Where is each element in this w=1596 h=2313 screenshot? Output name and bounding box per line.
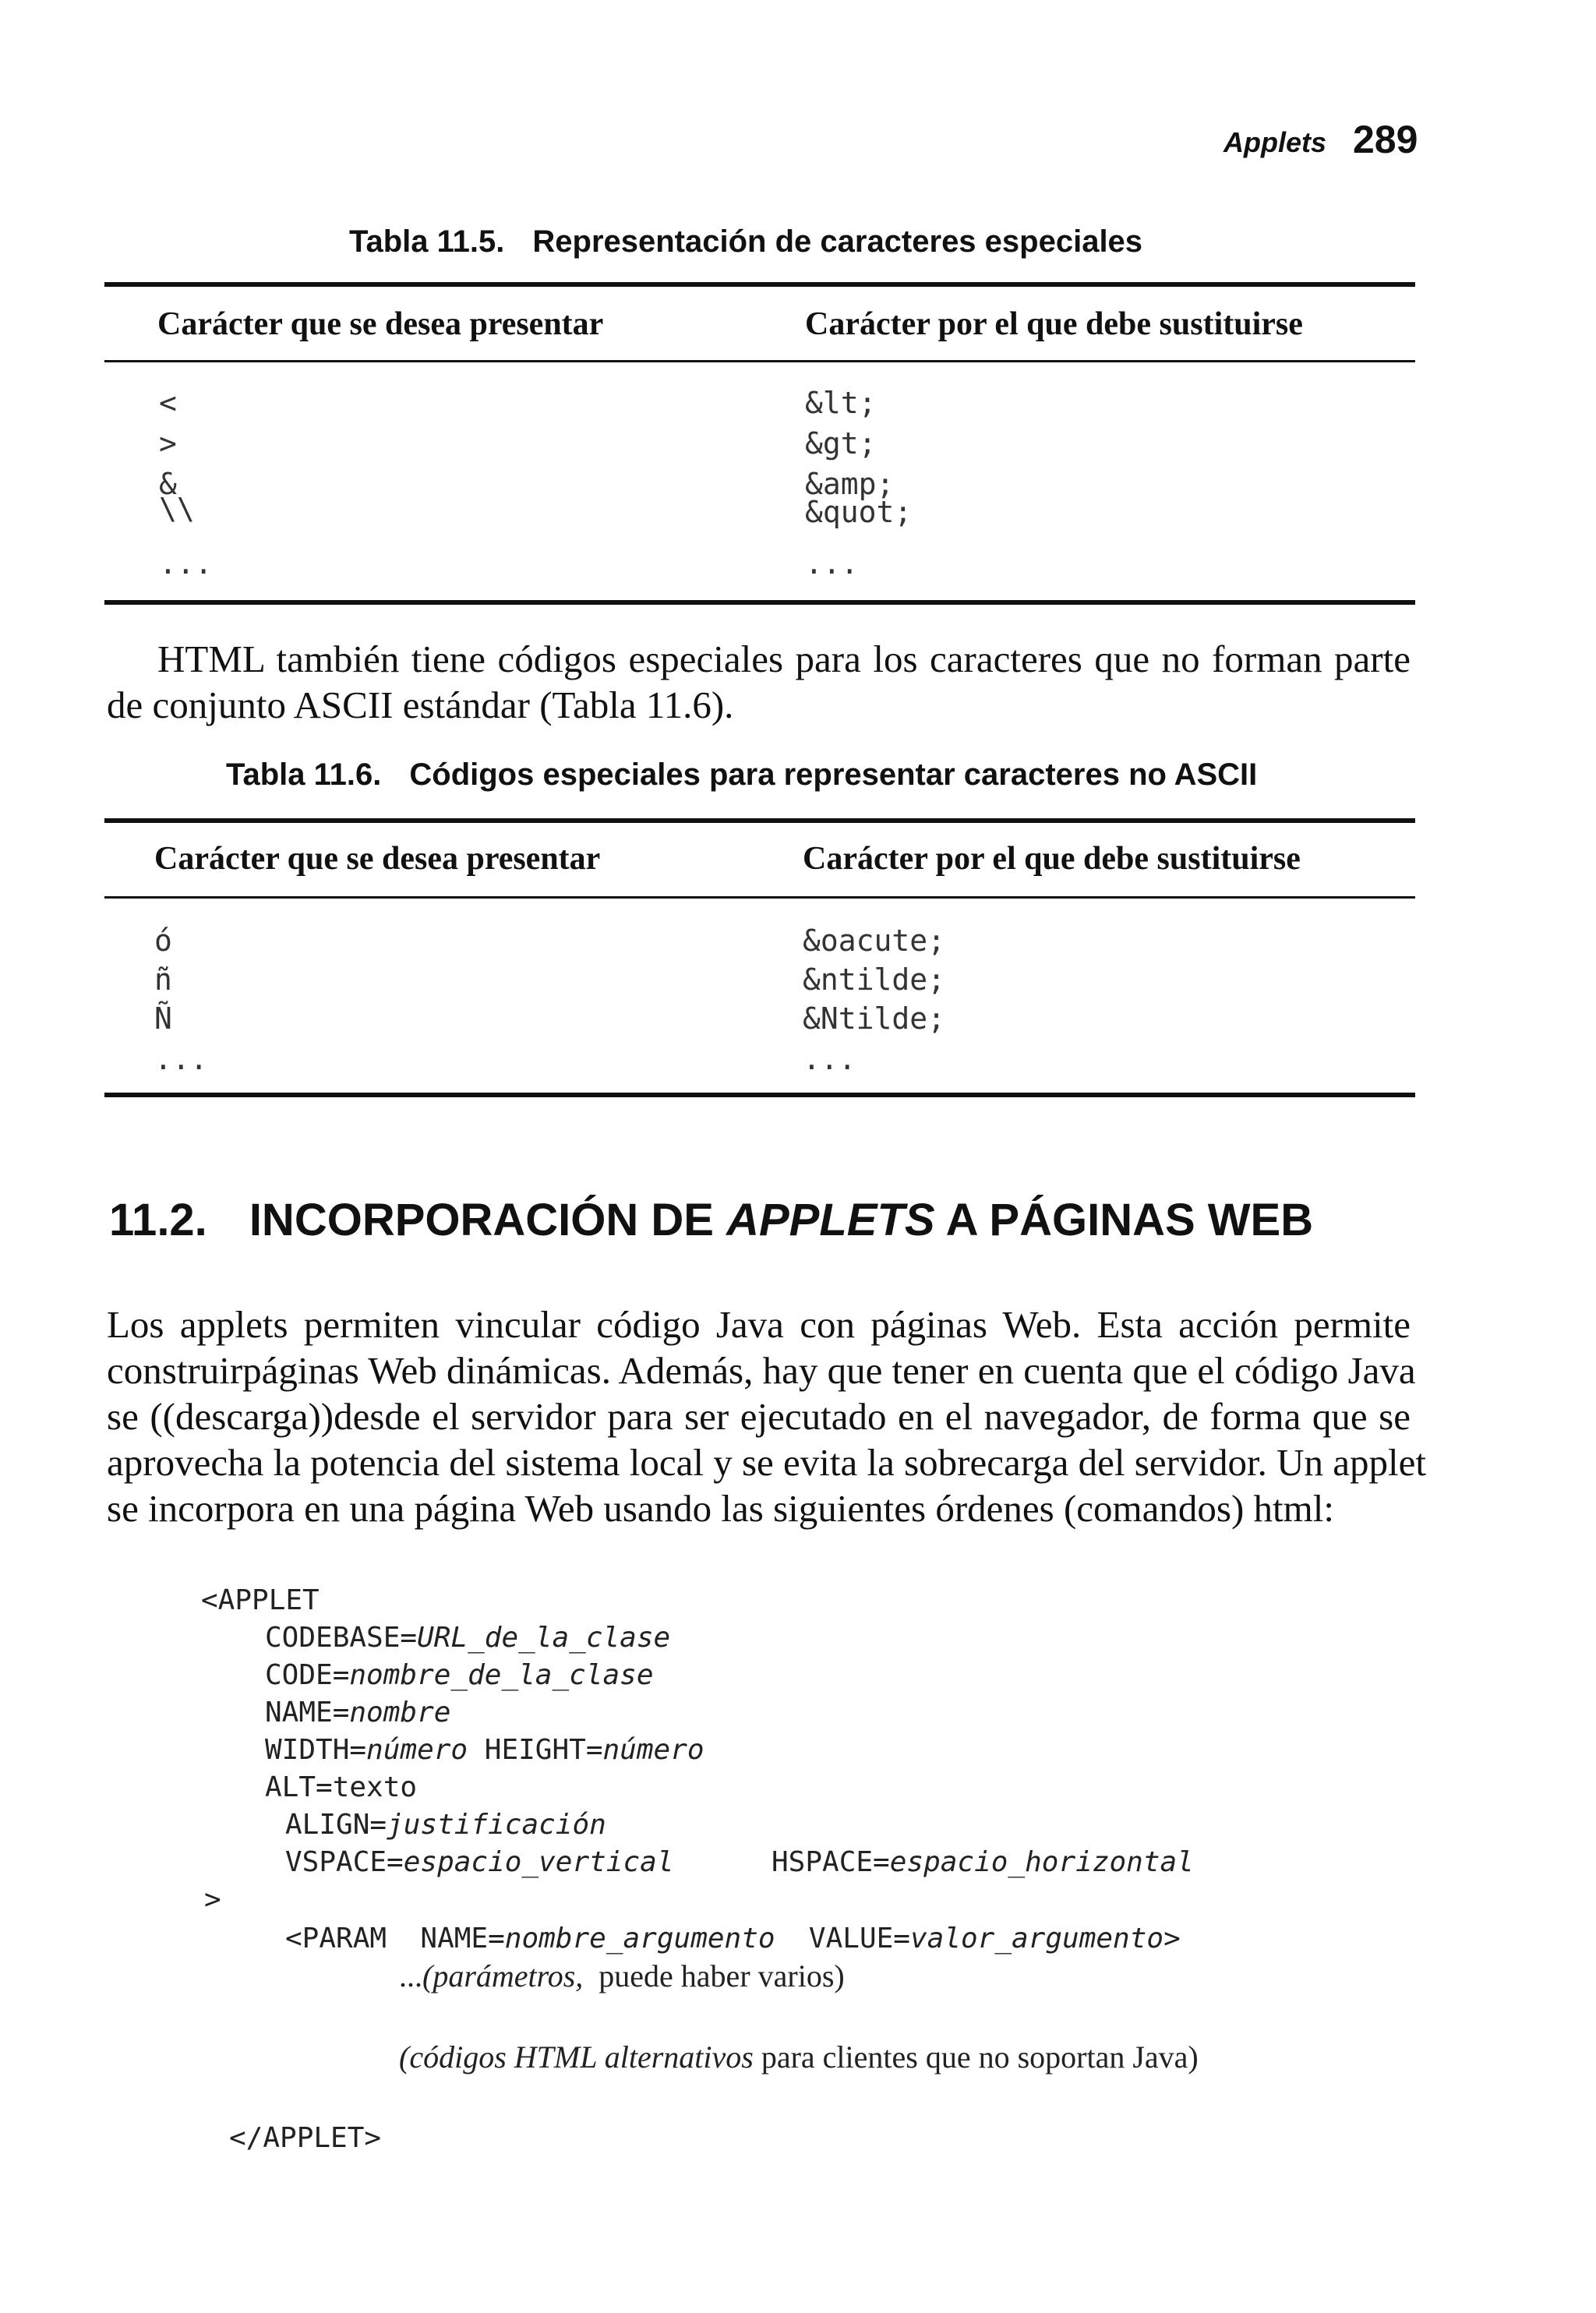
code-attr: VALUE= [808,1923,910,1955]
code-close-bracket: > [204,1884,221,1916]
code-value: justificación [387,1809,606,1841]
code-line-codebase [265,1624,670,1652]
code-value: nombre [349,1697,451,1729]
table-bottom-rule [104,600,1415,605]
table-cell-code: &quot; [805,495,913,529]
table-cell-char: \\ [159,492,195,526]
table-cell-code: &amp; [805,467,895,501]
code-note-italic: (parámetros, [422,1958,584,1993]
section-title-italic: APPLETS [726,1195,935,1245]
body-paragraph [107,636,1411,728]
table-caption [226,757,1257,793]
code-line-align [285,1811,606,1839]
code-value: nombre_argumento [504,1923,775,1955]
code-value: nombre_de_la_clase [349,1659,654,1691]
table-cell-code: &Ntilde; [803,1001,946,1036]
table-caption [349,224,1142,260]
table-caption-number: Tabla 11.5. [349,224,505,259]
code-attr: ALIGN= [285,1809,387,1841]
code-attr: CODE= [265,1659,350,1691]
code-attr: CODEBASE= [265,1622,418,1654]
table-column-header: Carácter que se desea presentar [157,306,604,342]
code-line-param [285,1925,1181,1953]
code-value: valor_argumento [909,1923,1164,1955]
code-line-vspace [285,1846,674,1878]
paragraph-line: aprovecha la potencia del sistema local y se evita la sobrecarga del servidor. Un applet [107,1441,1427,1484]
code-applet-open: <APPLET [201,1584,320,1616]
code-line-size [265,1736,704,1764]
code-attr: ALT= [265,1771,333,1803]
table-cell-char: > [159,426,177,461]
table-cell-code: ... [805,546,859,581]
section-heading [109,1194,1313,1246]
code-value: número [366,1734,468,1766]
table-cell-char: ó [154,923,172,958]
table-column-header: Carácter por el que debe sustituirse [803,841,1301,877]
table-header-rule [104,896,1415,899]
table-cell-char: ... [159,546,213,581]
paragraph-line: se ((descarga))desde el servidor para ser ejecutado en el navegador, de forma que se [107,1395,1411,1438]
table-cell-char: < [159,386,177,420]
table-column-header: Carácter que se desea presentar [154,841,601,877]
paragraph-line: se incorpora en una página Web usando las siguientes órdenes (comandos) html: [107,1487,1334,1530]
code-attr: WIDTH= [265,1734,367,1766]
table-caption-text: Representación de caracteres especiales [532,224,1143,259]
code-note-italic: (códigos HTML alternativos [399,2039,754,2075]
code-line-hspace [772,1846,1194,1878]
table-cell-char: ñ [154,962,172,997]
code-note-text: puede haber varios) [598,1958,845,1993]
code-params-note [399,1958,845,1993]
code-note-text: para clientes que no soportan Java) [761,2039,1199,2075]
code-alt-codes-note [399,2039,1199,2075]
table-column-header: Carácter por el que debe sustituirse [805,306,1303,342]
table-cell-code: &oacute; [803,923,946,958]
table-cell-code: &lt; [805,386,877,420]
table-cell-char: ... [154,1042,208,1076]
table-cell-code: &gt; [805,426,877,461]
paragraph-line: HTML también tiene códigos especiales para los caracteres que no forman parte [157,637,1411,680]
table-top-rule [104,818,1415,823]
table-cell-char: & [159,467,177,501]
code-value: espacio_horizontal [889,1846,1194,1878]
code-tag: > [1163,1923,1181,1955]
page-number: 289 [1353,118,1418,161]
table-bottom-rule [104,1093,1415,1097]
code-attr: HEIGHT= [484,1734,603,1766]
code-value: número [602,1734,704,1766]
code-applet-close: </APPLET> [229,2122,382,2154]
body-paragraph [107,1301,1427,1531]
table-cell-code: ... [803,1042,856,1076]
section-number: 11.2. [109,1195,207,1245]
table-top-rule [104,282,1415,287]
code-attr: NAME= [420,1923,505,1955]
section-title-part: A PÁGINAS WEB [945,1195,1314,1245]
code-tag: <PARAM [285,1923,387,1955]
code-attr: HSPACE= [772,1846,890,1878]
code-value: espacio_vertical [403,1846,674,1878]
code-line-code [265,1661,654,1690]
code-attr: VSPACE= [285,1846,404,1878]
code-ellipsis: ... [399,1958,422,1993]
code-value: texto [332,1771,418,1803]
table-cell-char: Ñ [154,1001,172,1036]
section-title-part: INCORPORACIÓN DE [249,1195,714,1245]
code-line-alt [265,1771,418,1803]
running-header-title: Applets [1223,126,1327,158]
code-line-name [265,1699,450,1727]
table-header-rule [104,360,1415,362]
paragraph-line: Los applets permiten vincular código Java con páginas Web. Esta acción permite [107,1303,1411,1346]
table-cell-code: &ntilde; [803,962,946,997]
code-value: URL_de_la_clase [417,1622,671,1654]
paragraph-line: construirpáginas Web dinámicas. Además, hay que tener en cuenta que el código Java [107,1349,1416,1392]
code-attr: NAME= [265,1697,350,1729]
table-caption-text: Códigos especiales para representar caracteres no ASCII [409,757,1258,792]
table-caption-number: Tabla 11.6. [226,757,382,792]
paragraph-line: de conjunto ASCII estándar (Tabla 11.6). [107,683,734,726]
